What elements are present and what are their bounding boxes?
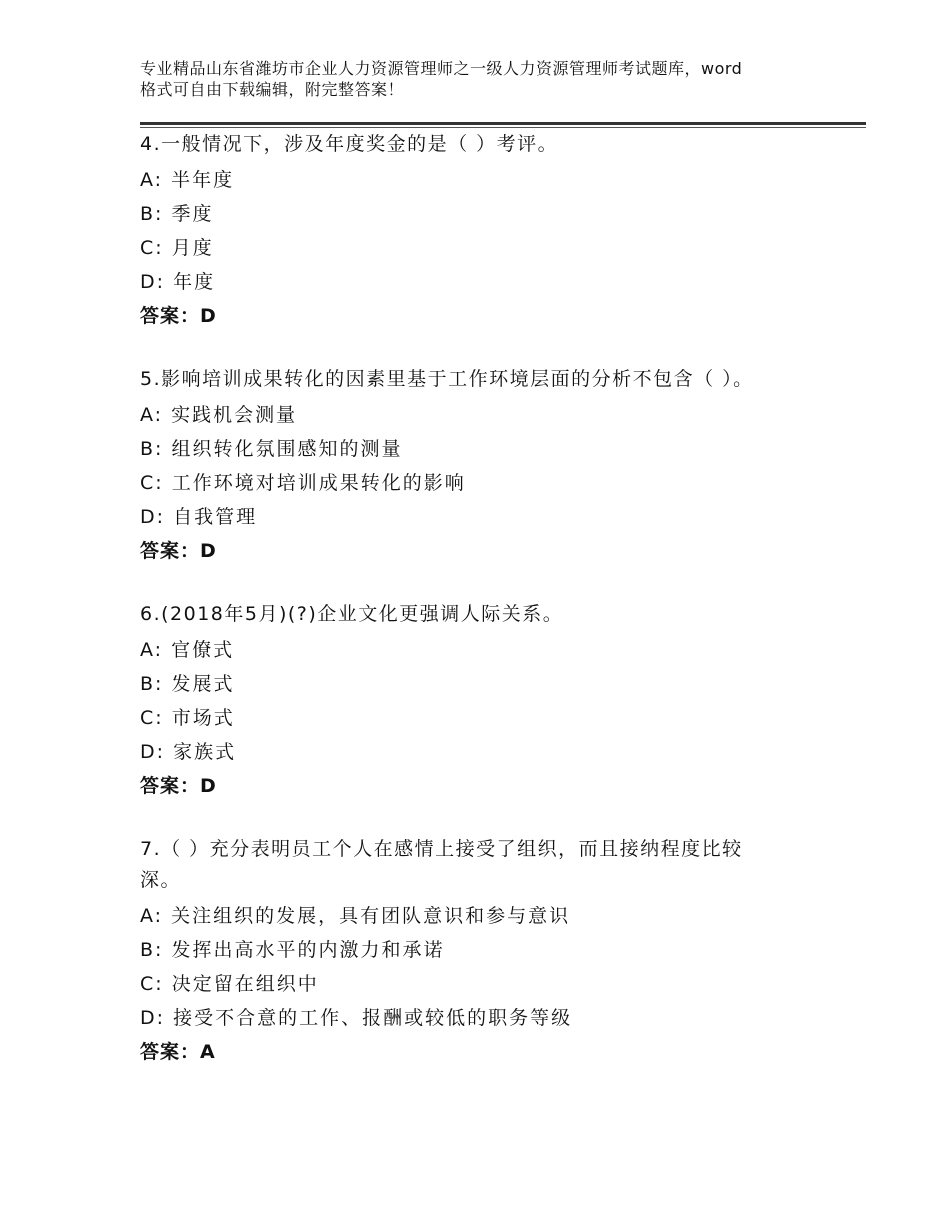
spacer — [140, 568, 820, 601]
option-a: A: 半年度 — [140, 169, 235, 191]
question-stem: 5.影响培训成果转化的因素里基于工作环境层面的分析不包含（ ）。 — [140, 368, 754, 390]
option-d: D: 年度 — [140, 271, 216, 293]
answer-line: 答案：D — [140, 775, 217, 797]
option-b: B: 季度 — [140, 203, 214, 225]
header-divider-thin — [140, 127, 866, 128]
question-stem-line-1: 7.（ ）充分表明员工个人在感情上接受了组织，而且接纳程度比较 — [140, 838, 743, 860]
option-a: A: 实践机会测量 — [140, 404, 298, 426]
header-line-2: 格式可自由下载编辑，附完整答案！ — [140, 80, 405, 99]
document-header — [140, 58, 840, 100]
spacer — [140, 803, 820, 836]
header-divider-thick — [140, 122, 866, 125]
answer-line: 答案：D — [140, 540, 217, 562]
option-a: A: 官僚式 — [140, 639, 235, 661]
option-b: B: 组织转化氛围感知的测量 — [140, 438, 403, 460]
question-stem — [140, 834, 820, 899]
question-list — [140, 131, 820, 1069]
option-c: C: 工作环境对培训成果转化的影响 — [140, 472, 466, 494]
question-7 — [140, 834, 820, 1069]
option-d: D: 自我管理 — [140, 506, 258, 528]
answer-line: 答案：D — [140, 305, 217, 327]
header-line-1: 专业精品山东省潍坊市企业人力资源管理师之一级人力资源管理师考试题库，word — [140, 59, 743, 78]
option-d: D: 家族式 — [140, 741, 237, 763]
option-a: A: 关注组织的发展，具有团队意识和参与意识 — [140, 905, 571, 927]
spacer — [140, 333, 820, 366]
question-6 — [140, 599, 820, 803]
question-stem-line-2: 深。 — [140, 869, 182, 891]
option-c: C: 月度 — [140, 237, 214, 259]
option-d: D: 接受不合意的工作、报酬或较低的职务等级 — [140, 1007, 573, 1029]
answer-line: 答案：A — [140, 1041, 216, 1063]
question-5 — [140, 364, 820, 568]
option-b: B: 发挥出高水平的内激力和承诺 — [140, 939, 445, 961]
question-stem: 4.一般情况下，涉及年度奖金的是（ ）考评。 — [140, 133, 559, 155]
option-b: B: 发展式 — [140, 673, 235, 695]
question-stem: 6.(2018年5月)(?)企业文化更强调人际关系。 — [140, 603, 564, 625]
question-4 — [140, 129, 820, 333]
option-c: C: 决定留在组织中 — [140, 973, 319, 995]
option-c: C: 市场式 — [140, 707, 235, 729]
